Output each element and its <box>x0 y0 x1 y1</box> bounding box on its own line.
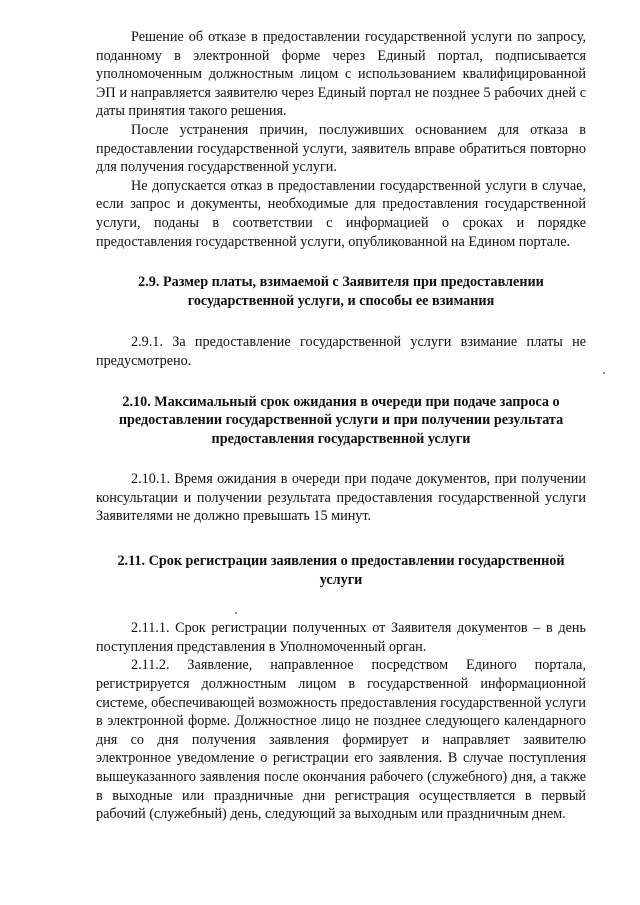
scan-speck <box>603 372 605 374</box>
section-2-10-heading-line1: 2.10. Максимальный срок ожидания в очереди при подаче запроса о <box>122 393 560 410</box>
section-2-9-heading <box>96 273 586 310</box>
paragraph-2-9-1: 2.9.1. За предоставление государственной услуги взимание платы не предусмотрено. <box>96 334 586 369</box>
section-2-11-heading-line2: услуги <box>319 571 363 588</box>
paragraph-refusal-signing: Решение об отказе в предоставлении государственной услуги по запросу, поданному в электронной форме через Единый портал, подписывается уполномоченным должностным лицом с использованием квалифицированной ЭП и направляется заявителю через Единый портал не позднее 5 рабочих дней с даты принятия такого решения. <box>96 29 586 120</box>
paragraph-refusal-not-allowed: Не допускается отказ в предоставлении государственной услуги в случае, если запрос и документы, необходимые для предоставления государственной услуги, поданы в соответствии с информацией о сроках и порядке предоставления государственной услуги, опубликованной на Едином портале. <box>96 177 586 250</box>
paragraph-2-10-1: 2.10.1. Время ожидания в очереди при подаче документов, при получении консультации и получении результата предоставления государственной услуги Заявителями не должно превышать 15 минут. <box>96 471 586 525</box>
section-2-10-heading-line2: предоставлении государственной услуги и при получении результата <box>118 412 564 429</box>
paragraph-2-11-2: 2.11.2. Заявление, направленное посредством Единого портала, регистрируется должностным лицом в государственной информационной системе, обеспечивающей возможность предоставления государственной услуги в электронной форме. Должностное лицо не позднее следующего календарного дня со дня получения заявления формирует и направляет заявителю электронное уведомление о регистрации его заявления. В случае поступления вышеуказанного заявления после окончания рабочего (служебного) дня, а также в выходные или праздничные дни регистрация осуществляется в первый рабочий (служебный) день, следующий за выходным или праздничным днем. <box>96 657 586 823</box>
section-2-10-heading <box>96 393 586 449</box>
section-2-9-heading-line2: государственной услуги, и способы ее взимания <box>187 292 495 309</box>
section-2-9-heading-line1: 2.9. Размер платы, взимаемой с Заявителя при предоставлении <box>138 274 544 291</box>
section-2-11-heading <box>96 552 586 589</box>
section-2-10-heading-line3: предоставления государственной услуги <box>211 430 471 447</box>
scan-speck <box>235 612 237 614</box>
document-page <box>96 28 586 824</box>
section-2-11-heading-line1: 2.11. Срок регистрации заявления о предоставлении государственной <box>117 553 565 570</box>
paragraph-2-11-1: 2.11.1. Срок регистрации полученных от Заявителя документов – в день поступления представления в Уполномоченный орган. <box>96 620 586 655</box>
paragraph-reapply: После устранения причин, послуживших основанием для отказа в предоставлении государственной услуги, заявитель вправе обратиться повторно для получения государственной услуги. <box>96 121 586 176</box>
